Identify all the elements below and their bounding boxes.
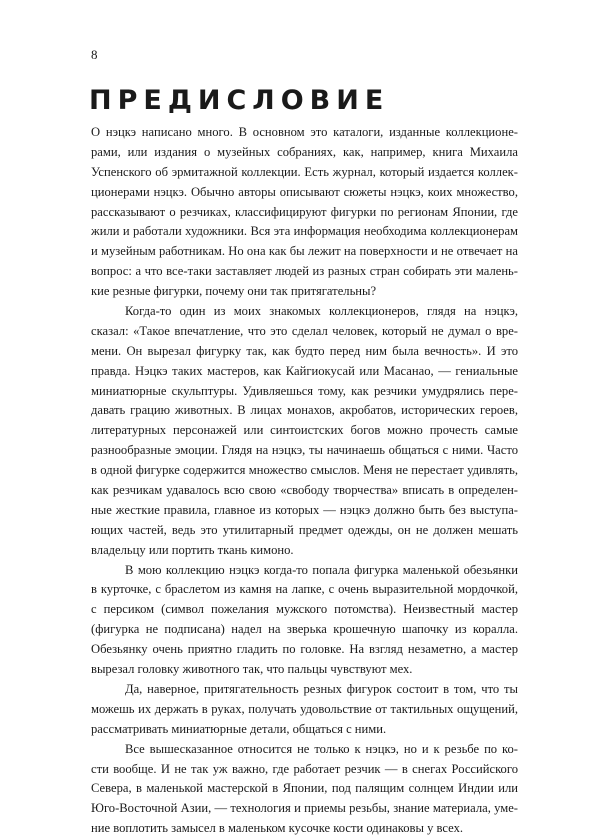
- text-line: О нэцкэ написано много. В основном это каталоги, изданные коллекционе-: [91, 125, 518, 139]
- body-text: [91, 123, 518, 839]
- text-line: кие резные фигурки, почему они так притягательны?: [91, 284, 377, 299]
- text-line: (фигурка не подписана) надел на зверька крошечную шапочку из коралла.: [91, 622, 518, 637]
- text-line: правда. Нэцкэ таких мастеров, как Кайгиокусай или Масанао, — гениальные: [91, 363, 518, 378]
- text-line: Когда-то один из моих знакомых коллекционеров, глядя на нэцкэ,: [125, 304, 518, 319]
- text-line: вопрос: а что все-таки заставляет людей из разных стран собирать эти малень-: [91, 264, 518, 279]
- text-line: давать грацию животных. В лицах монахов, акробатов, исторических героев,: [91, 403, 518, 418]
- paragraph: [91, 740, 518, 839]
- text-line: Успенского об эрмитажной коллекции. Есть журнал, который издается коллек-: [91, 164, 518, 179]
- text-line: разнообразные эмоции. Глядя на нэцкэ, ты начинаешь общаться с ними. Часто: [91, 443, 518, 458]
- chapter-heading: ПРЕДИСЛОВИЕ: [89, 85, 390, 116]
- text-line: миниатюрные скульптуры. Удивляешься тому, как резчики умудрялись пере-: [91, 383, 518, 398]
- text-line: ционерами нэцкэ. Обычно авторы описывают сюжеты нэцкэ, коих множество,: [91, 184, 518, 199]
- text-line: Обезьянку очень приятно гладить по головке. На взгляд незаметно, а мастер: [91, 642, 518, 657]
- text-line: Севера, в маленькой мастерской в Японии, под палящим солнцем Индии или: [91, 781, 518, 796]
- text-line: рассматривать миниатюрные детали, общаться с ними.: [91, 721, 387, 736]
- text-line: рами, или издания о музейных собраниях, как, например, книга Михаила: [91, 144, 518, 159]
- text-line: мени. Он вырезал фигурку так, как будто перед ним была вечность». И это: [91, 343, 518, 358]
- text-line: В мою коллекцию нэцкэ когда-то попала фигурка маленькой обезьянки: [125, 562, 518, 577]
- page-number: 8: [91, 47, 98, 62]
- text-line: Все вышесказанное относится не только к нэцкэ, но и к резьбе по ко-: [125, 741, 518, 756]
- paragraph: [91, 680, 518, 740]
- text-line: жили и работали художники. Вся эта информация необходима коллекционерам: [91, 224, 518, 239]
- text-line: Да, наверное, притягательность резных фигурок состоит в том, что ты: [125, 681, 518, 696]
- text-line: владельцу или портить ткань кимоно.: [91, 542, 294, 557]
- paragraph: [91, 302, 518, 561]
- text-line: в курточке, с браслетом из камня на лапке, с очень выразительной мордочкой,: [91, 582, 518, 597]
- text-line: ные жесткие правила, главное из которых — нэцкэ должно быть без выступа-: [91, 502, 518, 517]
- text-line: ние воплотить замысел в маленьком кусочке кости одинаковы у всех.: [91, 821, 464, 836]
- text-line: как резчикам удавалось всю свою «свободу творчества» вписать в определен-: [91, 483, 518, 498]
- text-line: сти вообще. И не так уж важно, где работает резчик — в снегах Российского: [91, 761, 518, 776]
- paragraph: [91, 561, 518, 680]
- text-line: вырезал головку животного так, что пальцы чувствуют мех.: [91, 662, 413, 677]
- text-line: ющих частей, ведь это утилитарный предмет одежды, он не должен мешать: [91, 522, 518, 537]
- paragraph: [91, 123, 518, 302]
- text-line: сказал: «Такое впечатление, что это сделал человек, который не думал о вре-: [91, 323, 518, 338]
- text-line: с персиком (символ пожелания мужского потомства). Неизвестный мастер: [91, 602, 518, 617]
- text-line: в одной фигурке содержится множество смыслов. Меня не перестает удивлять,: [91, 463, 518, 478]
- text-line: и музейным работникам. Но она как бы лежит на поверхности и не отвечает на: [91, 244, 518, 259]
- text-line: литературных персонажей или синтоистских богов можно прочесть самые: [91, 423, 518, 438]
- text-line: рассказывают о резчиках, классифицируют фигурки по регионам Японии, где: [91, 204, 518, 219]
- text-line: можешь их держать в руках, получать удовольствие от тактильных ощущений,: [91, 701, 518, 716]
- text-line: Юго-Восточной Азии, — технология и приемы резьбы, знание материала, уме-: [91, 801, 518, 816]
